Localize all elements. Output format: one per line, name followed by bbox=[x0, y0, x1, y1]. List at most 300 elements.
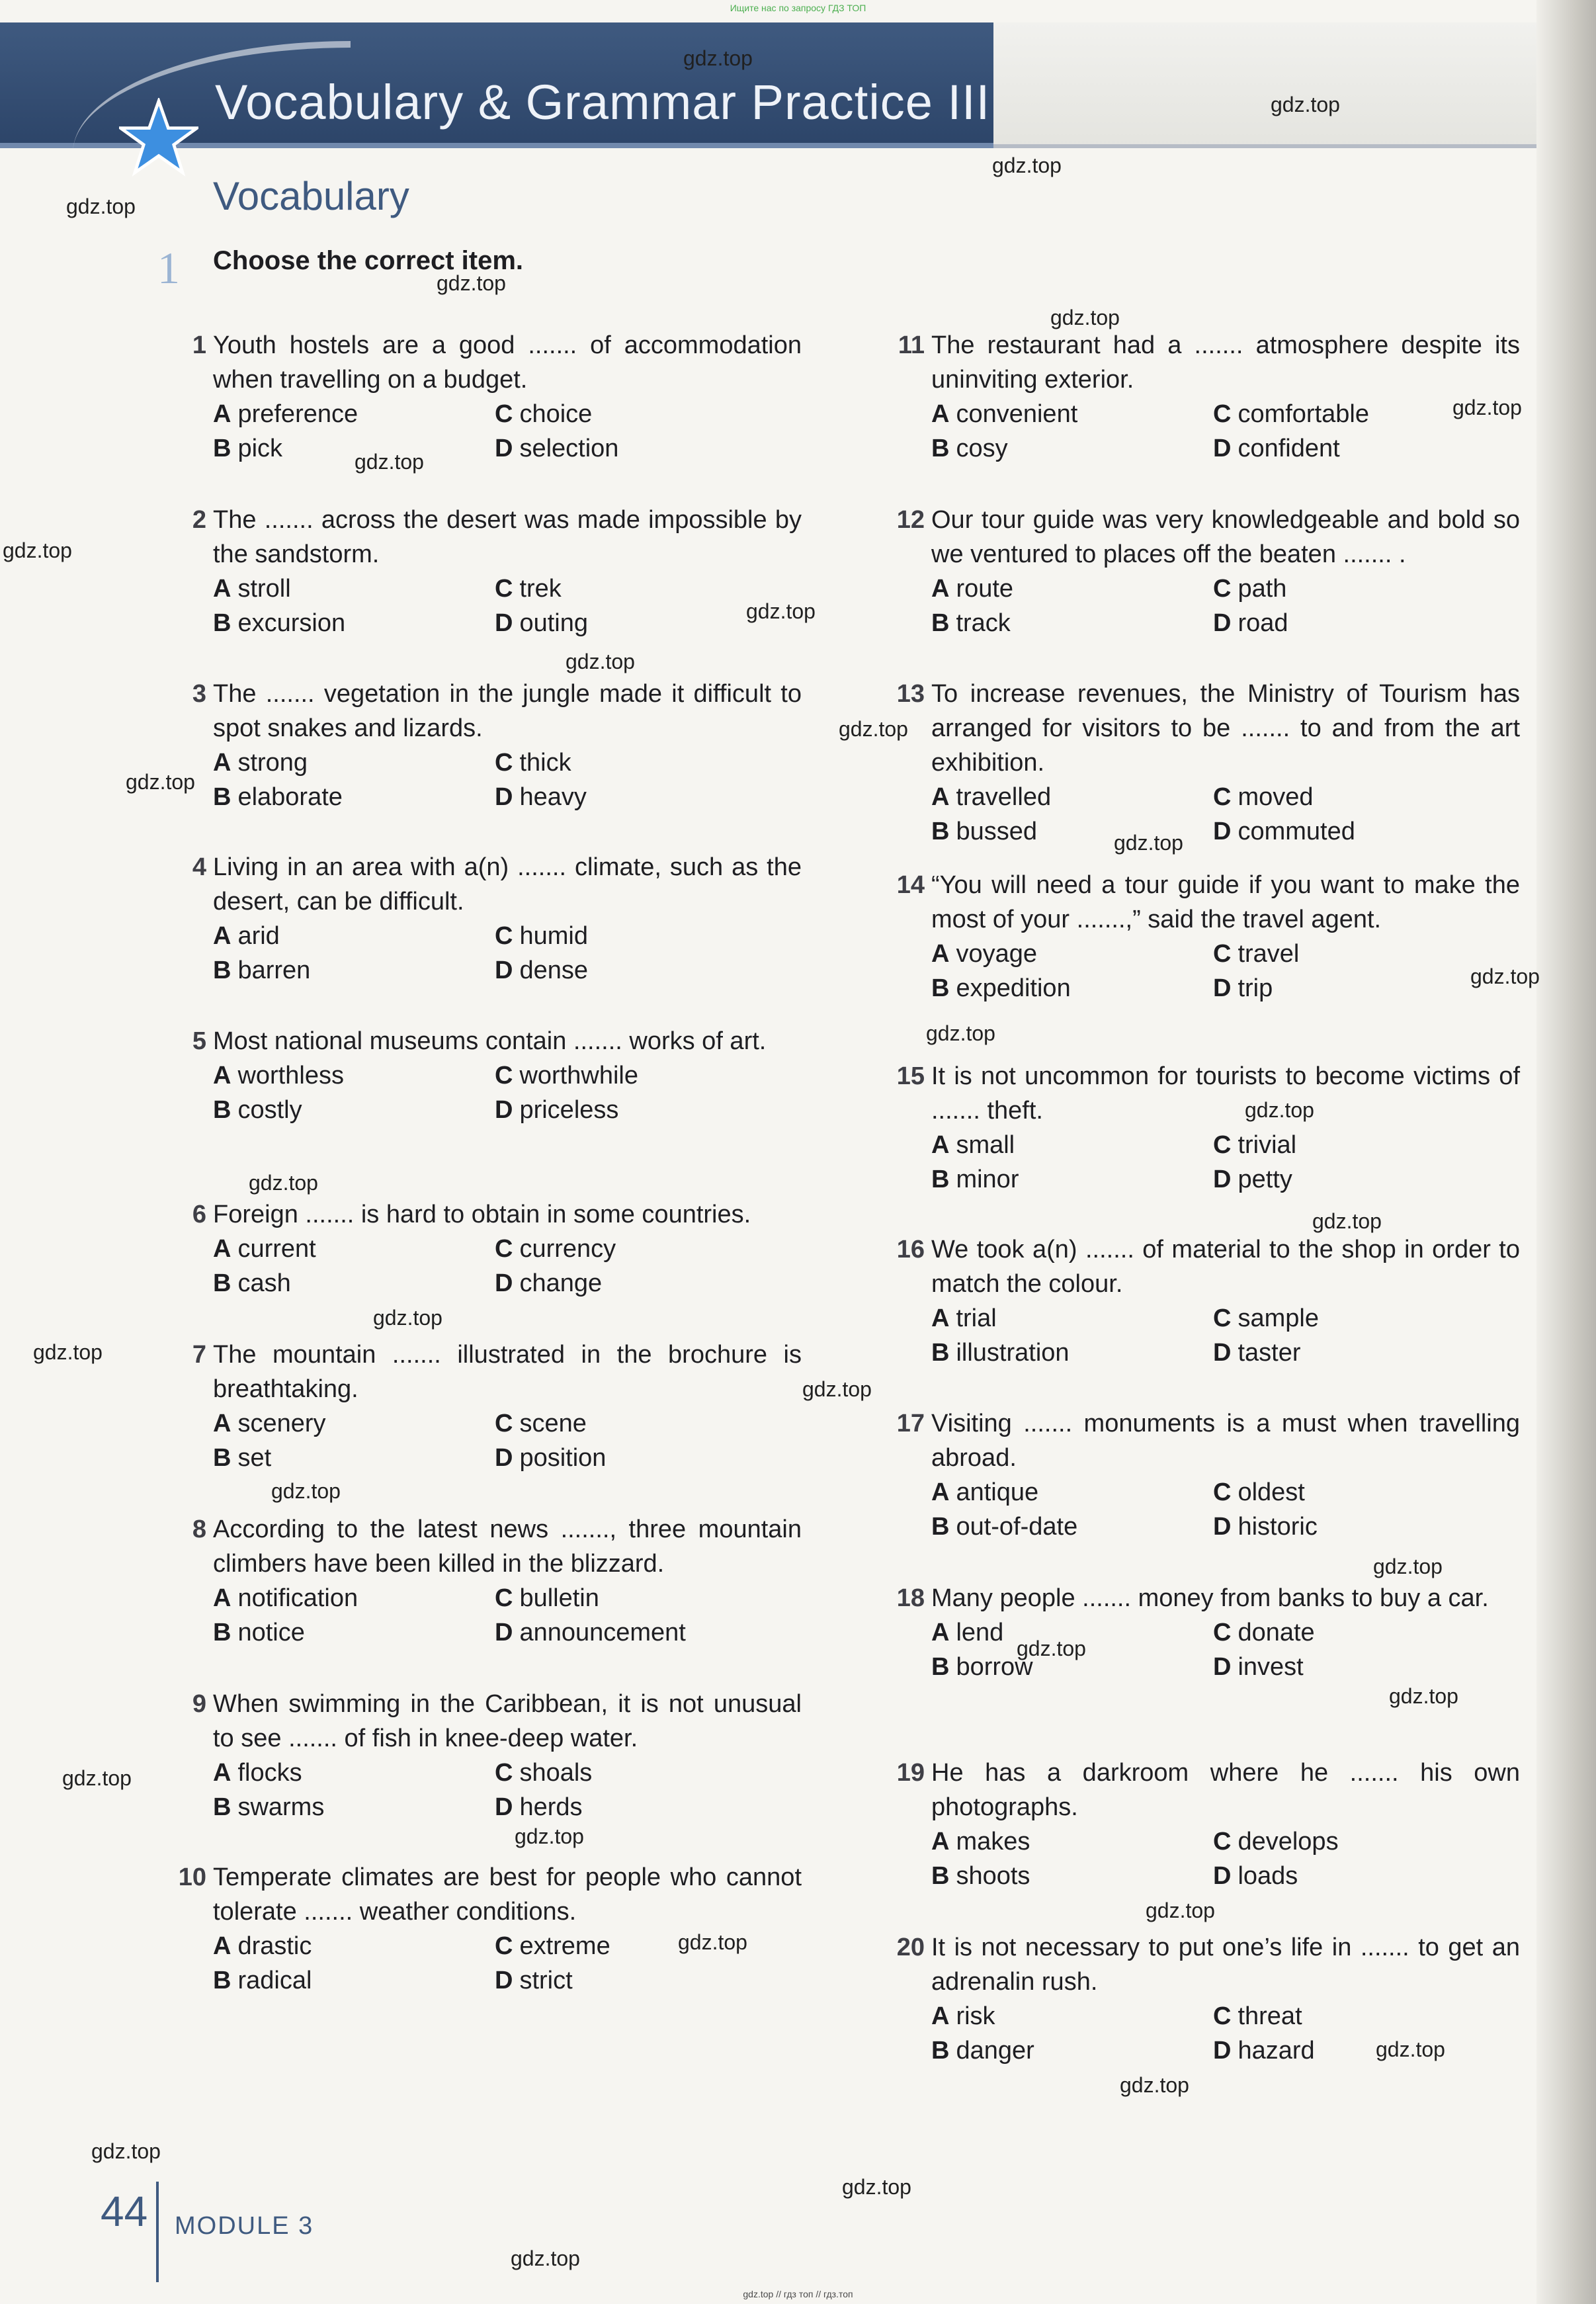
option-letter: D bbox=[1213, 609, 1232, 637]
option-text: notice bbox=[237, 1619, 305, 1646]
answer-option[interactable] bbox=[495, 953, 799, 988]
watermark-text: gdz.top bbox=[271, 1479, 341, 1503]
option-text: small bbox=[956, 1131, 1015, 1159]
question-number: 12 bbox=[896, 506, 925, 534]
option-text: elaborate bbox=[237, 783, 343, 811]
option-letter: C bbox=[1213, 783, 1232, 811]
option-letter: D bbox=[1213, 1862, 1232, 1890]
answer-option[interactable] bbox=[931, 1859, 1213, 1893]
answer-options bbox=[931, 780, 1520, 849]
answer-option[interactable] bbox=[213, 1756, 495, 1790]
option-text: scenery bbox=[237, 1410, 326, 1437]
option-text: donate bbox=[1238, 1619, 1315, 1646]
answer-option[interactable] bbox=[495, 746, 799, 780]
question-number: 20 bbox=[896, 1934, 925, 1961]
watermark-text: gdz.top bbox=[839, 717, 908, 741]
question-item bbox=[896, 868, 1520, 1005]
answer-option[interactable] bbox=[931, 1824, 1213, 1859]
option-text: pick bbox=[237, 435, 283, 462]
top-note: Ищите нас по запросу ГДЗ ТОП bbox=[730, 3, 866, 13]
answer-options bbox=[213, 919, 802, 988]
answer-option[interactable] bbox=[931, 1128, 1213, 1162]
star-icon bbox=[119, 98, 198, 177]
answer-option[interactable] bbox=[213, 1963, 495, 1998]
option-text: set bbox=[237, 1444, 272, 1472]
question-text: Many people ....... money from banks to buy a car. bbox=[931, 1584, 1489, 1612]
option-text: moved bbox=[1238, 783, 1314, 811]
option-letter: C bbox=[495, 575, 513, 603]
answer-option[interactable] bbox=[213, 1232, 495, 1266]
watermark-text: gdz.top bbox=[249, 1171, 318, 1195]
watermark-text: gdz.top bbox=[1271, 93, 1340, 116]
answer-option[interactable] bbox=[1213, 1301, 1517, 1336]
answer-option[interactable] bbox=[1213, 1615, 1517, 1650]
option-letter: D bbox=[495, 1619, 513, 1646]
question-text: Our tour guide was very knowledgeable and bold so we ventured to places off the beaten ....... . bbox=[931, 506, 1520, 568]
option-text: dense bbox=[519, 957, 588, 984]
option-text: currency bbox=[519, 1235, 616, 1263]
option-text: travel bbox=[1238, 940, 1300, 968]
answer-option[interactable] bbox=[213, 953, 495, 988]
option-letter: B bbox=[213, 609, 231, 637]
option-text: shoals bbox=[519, 1759, 593, 1787]
question-item bbox=[192, 1687, 802, 1824]
module-label: MODULE 3 bbox=[175, 2212, 314, 2240]
answer-option[interactable] bbox=[931, 606, 1213, 640]
answer-options bbox=[931, 1824, 1520, 1893]
question-number: 16 bbox=[896, 1236, 925, 1263]
option-letter: A bbox=[213, 575, 231, 603]
option-letter: B bbox=[931, 974, 950, 1002]
answer-option[interactable] bbox=[1213, 2033, 1517, 2068]
watermark-text: gdz.top bbox=[992, 153, 1062, 177]
bottom-note: gdz.top // гдз топ // гдз.топ bbox=[743, 2289, 853, 2299]
watermark-text: gdz.top bbox=[1452, 396, 1522, 419]
option-letter: C bbox=[1213, 1828, 1232, 1856]
option-letter: C bbox=[1213, 940, 1232, 968]
option-letter: A bbox=[931, 783, 950, 811]
watermark-text: gdz.top bbox=[1376, 2037, 1445, 2061]
question-text: Visiting ....... monuments is a must when travelling abroad. bbox=[931, 1410, 1520, 1472]
answer-options bbox=[213, 1756, 802, 1824]
answer-option[interactable] bbox=[213, 919, 495, 953]
option-text: extreme bbox=[519, 1932, 610, 1960]
answer-option[interactable] bbox=[495, 431, 799, 466]
page-edge bbox=[1536, 0, 1596, 2304]
answer-option[interactable] bbox=[213, 1929, 495, 1963]
answer-options bbox=[213, 1058, 802, 1127]
option-letter: A bbox=[213, 1235, 231, 1263]
option-letter: D bbox=[495, 435, 513, 462]
option-letter: C bbox=[495, 1410, 513, 1437]
question-number: 11 bbox=[898, 331, 925, 359]
question-item bbox=[192, 1024, 802, 1127]
question-item bbox=[192, 1512, 802, 1650]
watermark-text: gdz.top bbox=[355, 450, 424, 474]
option-letter: A bbox=[213, 1584, 231, 1612]
answer-option[interactable] bbox=[931, 572, 1213, 606]
question-item bbox=[192, 503, 802, 640]
answer-option[interactable] bbox=[213, 1581, 495, 1615]
answer-option[interactable] bbox=[931, 971, 1213, 1005]
page-number: 44 bbox=[101, 2188, 148, 2235]
watermark-text: gdz.top bbox=[1470, 964, 1540, 988]
option-letter: A bbox=[213, 1759, 231, 1787]
question-text: It is not uncommon for tourists to become victims of ....... theft. bbox=[931, 1062, 1520, 1125]
watermark-text: gdz.top bbox=[3, 538, 72, 562]
option-letter: D bbox=[495, 957, 513, 984]
answer-option[interactable] bbox=[931, 431, 1213, 466]
answer-option[interactable] bbox=[495, 397, 799, 431]
option-text: costly bbox=[237, 1096, 302, 1124]
watermark-text: gdz.top bbox=[1050, 306, 1120, 329]
watermark-text: gdz.top bbox=[66, 194, 136, 218]
option-text: drastic bbox=[237, 1932, 312, 1960]
option-text: choice bbox=[519, 400, 593, 428]
option-letter: D bbox=[495, 1967, 513, 1994]
option-text: cosy bbox=[956, 435, 1008, 462]
option-text: hazard bbox=[1238, 2037, 1315, 2065]
option-text: threat bbox=[1238, 2002, 1302, 2030]
answer-options bbox=[213, 746, 802, 814]
option-text: arid bbox=[237, 922, 280, 950]
option-letter: D bbox=[1213, 1513, 1232, 1541]
option-letter: C bbox=[495, 400, 513, 428]
answer-option[interactable] bbox=[495, 1963, 799, 1998]
answer-option[interactable] bbox=[1213, 780, 1517, 814]
option-letter: B bbox=[931, 1339, 950, 1367]
watermark-text: gdz.top bbox=[566, 650, 635, 673]
option-text: change bbox=[519, 1269, 603, 1297]
answer-option[interactable] bbox=[495, 1093, 799, 1127]
option-text: lend bbox=[956, 1619, 1004, 1646]
option-letter: D bbox=[1213, 2037, 1232, 2065]
option-letter: B bbox=[931, 818, 950, 845]
option-letter: B bbox=[931, 2037, 950, 2065]
option-letter: C bbox=[495, 1932, 513, 1960]
answer-option[interactable] bbox=[495, 1406, 799, 1441]
question-number: 4 bbox=[192, 853, 206, 881]
option-letter: B bbox=[213, 1444, 231, 1472]
option-text: travelled bbox=[956, 783, 1052, 811]
option-text: trivial bbox=[1238, 1131, 1297, 1159]
option-letter: C bbox=[1213, 575, 1232, 603]
question-item bbox=[192, 1338, 802, 1475]
option-letter: C bbox=[495, 749, 513, 777]
answer-option[interactable] bbox=[931, 397, 1213, 431]
option-text: current bbox=[237, 1235, 316, 1263]
option-letter: D bbox=[495, 1444, 513, 1472]
option-letter: D bbox=[495, 783, 513, 811]
question-number: 5 bbox=[192, 1027, 206, 1055]
question-text: He has a darkroom where he ....... his own photographs. bbox=[931, 1759, 1520, 1821]
answer-option[interactable] bbox=[495, 1615, 799, 1650]
answer-option[interactable] bbox=[1213, 431, 1517, 466]
answer-option[interactable] bbox=[1213, 1336, 1517, 1370]
option-text: worthwhile bbox=[519, 1062, 638, 1089]
option-letter: C bbox=[1213, 1478, 1232, 1506]
answer-option[interactable] bbox=[1213, 1859, 1517, 1893]
exercise-instruction: Choose the correct item. bbox=[213, 246, 524, 275]
question-text: Youth hostels are a good ....... of accommodation when travelling on a budget. bbox=[213, 331, 802, 394]
header-right-rule bbox=[993, 144, 1542, 148]
option-letter: B bbox=[213, 1967, 231, 1994]
option-text: illustration bbox=[956, 1339, 1070, 1367]
question-item bbox=[192, 328, 802, 466]
watermark-text: gdz.top bbox=[1389, 1684, 1458, 1708]
option-letter: A bbox=[213, 749, 231, 777]
option-text: excursion bbox=[237, 609, 346, 637]
option-text: track bbox=[956, 609, 1011, 637]
answer-option[interactable] bbox=[495, 919, 799, 953]
option-letter: A bbox=[931, 1304, 950, 1332]
answer-option[interactable] bbox=[495, 1266, 799, 1301]
question-item bbox=[896, 1406, 1520, 1544]
answer-option[interactable] bbox=[213, 1790, 495, 1824]
option-letter: C bbox=[495, 922, 513, 950]
option-letter: B bbox=[931, 1653, 950, 1681]
option-text: invest bbox=[1238, 1653, 1304, 1681]
option-letter: C bbox=[495, 1235, 513, 1263]
answer-option[interactable] bbox=[931, 1475, 1213, 1510]
option-text: priceless bbox=[519, 1096, 619, 1124]
answer-option[interactable] bbox=[495, 1929, 799, 1963]
answer-option[interactable] bbox=[931, 1162, 1213, 1197]
answer-options bbox=[213, 397, 802, 466]
option-letter: D bbox=[1213, 974, 1232, 1002]
option-letter: A bbox=[213, 922, 231, 950]
question-text: Temperate climates are best for people who cannot tolerate ....... weather conditions. bbox=[213, 1863, 802, 1926]
option-text: confident bbox=[1238, 435, 1340, 462]
option-letter: A bbox=[213, 1932, 231, 1960]
option-letter: A bbox=[213, 1410, 231, 1437]
option-letter: D bbox=[495, 1269, 513, 1297]
watermark-text: gdz.top bbox=[1114, 831, 1183, 855]
answer-option[interactable] bbox=[213, 397, 495, 431]
question-text: Living in an area with a(n) ....... climate, such as the desert, can be difficult. bbox=[213, 853, 802, 916]
option-letter: D bbox=[495, 1096, 513, 1124]
answer-option[interactable] bbox=[213, 746, 495, 780]
answer-option[interactable] bbox=[1213, 1128, 1517, 1162]
option-text: bussed bbox=[956, 818, 1037, 845]
option-text: minor bbox=[956, 1166, 1019, 1193]
answer-option[interactable] bbox=[213, 1615, 495, 1650]
option-text: selection bbox=[519, 435, 619, 462]
option-letter: A bbox=[931, 1828, 950, 1856]
question-number: 7 bbox=[192, 1341, 206, 1369]
option-text: convenient bbox=[956, 400, 1078, 428]
option-text: strict bbox=[519, 1967, 573, 1994]
option-letter: C bbox=[1213, 1304, 1232, 1332]
question-item bbox=[192, 850, 802, 988]
option-text: voyage bbox=[956, 940, 1037, 968]
answer-option[interactable] bbox=[213, 1441, 495, 1475]
question-text: “You will need a tour guide if you want to make the most of your .......,” said the travel agent. bbox=[931, 871, 1520, 933]
option-text: comfortable bbox=[1238, 400, 1369, 428]
option-letter: A bbox=[931, 1619, 950, 1646]
option-text: outing bbox=[519, 609, 588, 637]
option-letter: D bbox=[1213, 1339, 1232, 1367]
answer-option[interactable] bbox=[213, 572, 495, 606]
answer-options bbox=[213, 1406, 802, 1475]
answer-options bbox=[931, 1475, 1520, 1544]
option-letter: A bbox=[931, 1478, 950, 1506]
answer-option[interactable] bbox=[1213, 1650, 1517, 1684]
option-text: expedition bbox=[956, 974, 1071, 1002]
question-number: 2 bbox=[192, 506, 206, 534]
option-text: swarms bbox=[237, 1793, 325, 1821]
question-item bbox=[896, 1581, 1520, 1684]
option-text: shoots bbox=[956, 1862, 1030, 1890]
answer-options bbox=[931, 1301, 1520, 1370]
question-text: According to the latest news ......., three mountain climbers have been killed in the blizzard. bbox=[213, 1515, 802, 1578]
answer-option[interactable] bbox=[495, 1058, 799, 1093]
option-letter: D bbox=[1213, 1166, 1232, 1193]
answer-option[interactable] bbox=[931, 1301, 1213, 1336]
option-text: radical bbox=[237, 1967, 312, 1994]
option-letter: B bbox=[213, 435, 231, 462]
option-letter: C bbox=[1213, 1131, 1232, 1159]
option-text: worthless bbox=[237, 1062, 344, 1089]
answer-options bbox=[213, 572, 802, 640]
question-item bbox=[896, 1232, 1520, 1370]
option-letter: C bbox=[495, 1062, 513, 1089]
question-text: It is not necessary to put one’s life in ....... to get an adrenalin rush. bbox=[931, 1934, 1520, 1996]
option-letter: B bbox=[931, 609, 950, 637]
watermark-text: gdz.top bbox=[1373, 1555, 1443, 1578]
answer-options bbox=[931, 397, 1520, 466]
answer-options bbox=[931, 572, 1520, 640]
answer-options bbox=[213, 1232, 802, 1301]
question-number: 17 bbox=[896, 1410, 925, 1437]
option-letter: C bbox=[495, 1759, 513, 1787]
question-item bbox=[898, 328, 1520, 466]
question-text: The ....... vegetation in the jungle made it difficult to spot snakes and lizards. bbox=[213, 680, 802, 742]
question-text: Foreign ....... is hard to obtain in some countries. bbox=[213, 1201, 751, 1228]
watermark-text: gdz.top bbox=[842, 2175, 911, 2199]
option-text: announcement bbox=[519, 1619, 686, 1646]
answer-option[interactable] bbox=[1213, 606, 1517, 640]
answer-options bbox=[213, 1581, 802, 1650]
option-letter: A bbox=[931, 940, 950, 968]
answer-option[interactable] bbox=[931, 1510, 1213, 1544]
option-text: develops bbox=[1238, 1828, 1339, 1856]
option-text: cash bbox=[237, 1269, 291, 1297]
answer-option[interactable] bbox=[213, 431, 495, 466]
answer-option[interactable] bbox=[931, 1999, 1213, 2033]
question-item bbox=[896, 677, 1520, 849]
answer-option[interactable] bbox=[495, 1581, 799, 1615]
option-text: route bbox=[956, 575, 1014, 603]
question-item bbox=[896, 503, 1520, 640]
option-letter: B bbox=[931, 1513, 950, 1541]
watermark-text: gdz.top bbox=[511, 2246, 580, 2270]
answer-option[interactable] bbox=[1213, 1162, 1517, 1197]
question-item bbox=[192, 677, 802, 814]
watermark-text: gdz.top bbox=[62, 1766, 132, 1790]
answer-options bbox=[931, 937, 1520, 1005]
question-text: We took a(n) ....... of material to the shop in order to match the colour. bbox=[931, 1236, 1520, 1298]
answer-option[interactable] bbox=[495, 1756, 799, 1790]
watermark-text: gdz.top bbox=[926, 1021, 995, 1045]
option-text: scene bbox=[519, 1410, 587, 1437]
answer-option[interactable] bbox=[931, 1336, 1213, 1370]
answer-option[interactable] bbox=[495, 1790, 799, 1824]
option-letter: D bbox=[495, 609, 513, 637]
option-letter: B bbox=[931, 1166, 950, 1193]
answer-option[interactable] bbox=[931, 780, 1213, 814]
answer-option[interactable] bbox=[213, 606, 495, 640]
question-number: 8 bbox=[192, 1515, 206, 1543]
option-text: stroll bbox=[237, 575, 291, 603]
option-letter: B bbox=[931, 435, 950, 462]
answer-options bbox=[931, 1128, 1520, 1197]
answer-option[interactable] bbox=[931, 2033, 1213, 2068]
question-number: 9 bbox=[192, 1690, 206, 1718]
question-text: Most national museums contain ....... works of art. bbox=[213, 1027, 767, 1055]
question-item bbox=[192, 1197, 802, 1301]
question-number: 13 bbox=[896, 680, 925, 708]
option-text: humid bbox=[519, 922, 588, 950]
option-text: out-of-date bbox=[956, 1513, 1078, 1541]
question-number: 1 bbox=[192, 331, 206, 359]
answer-option[interactable] bbox=[1213, 1475, 1517, 1510]
answer-option[interactable] bbox=[1213, 572, 1517, 606]
option-text: bulletin bbox=[519, 1584, 599, 1612]
question-text: To increase revenues, the Ministry of Tourism has arranged for visitors to be ....... to and from the art exhibition. bbox=[931, 680, 1520, 777]
answer-option[interactable] bbox=[213, 1058, 495, 1093]
option-letter: B bbox=[213, 1269, 231, 1297]
question-number: 19 bbox=[896, 1759, 925, 1787]
answer-option[interactable] bbox=[213, 1406, 495, 1441]
option-letter: D bbox=[495, 1793, 513, 1821]
option-letter: B bbox=[213, 1619, 231, 1646]
option-letter: B bbox=[213, 957, 231, 984]
option-letter: A bbox=[931, 2002, 950, 2030]
answer-option[interactable] bbox=[1213, 1824, 1517, 1859]
option-text: path bbox=[1238, 575, 1287, 603]
answer-option[interactable] bbox=[213, 1266, 495, 1301]
answer-option[interactable] bbox=[931, 937, 1213, 971]
question-number: 14 bbox=[896, 871, 925, 899]
option-letter: B bbox=[213, 783, 231, 811]
question-text: The ....... across the desert was made impossible by the sandstorm. bbox=[213, 506, 802, 568]
watermark-text: gdz.top bbox=[802, 1377, 872, 1401]
answer-option[interactable] bbox=[495, 780, 799, 814]
option-letter: B bbox=[931, 1862, 950, 1890]
answer-option[interactable] bbox=[495, 1441, 799, 1475]
section-title: Vocabulary bbox=[213, 174, 409, 218]
option-letter: A bbox=[931, 1131, 950, 1159]
option-letter: C bbox=[1213, 400, 1232, 428]
question-item bbox=[178, 1860, 802, 1998]
option-letter: A bbox=[213, 1062, 231, 1089]
option-text: danger bbox=[956, 2037, 1034, 2065]
answer-option[interactable] bbox=[1213, 1999, 1517, 2033]
answer-option[interactable] bbox=[213, 1093, 495, 1127]
watermark-text: gdz.top bbox=[683, 46, 753, 70]
answer-option[interactable] bbox=[1213, 814, 1517, 849]
option-text: borrow bbox=[956, 1653, 1033, 1681]
watermark-text: gdz.top bbox=[1146, 1899, 1215, 1922]
option-text: trial bbox=[956, 1304, 997, 1332]
answer-option[interactable] bbox=[495, 1232, 799, 1266]
watermark-text: gdz.top bbox=[1245, 1098, 1314, 1122]
option-text: historic bbox=[1238, 1513, 1318, 1541]
answer-option[interactable] bbox=[213, 780, 495, 814]
watermark-text: gdz.top bbox=[91, 2139, 161, 2163]
answer-option[interactable] bbox=[1213, 1510, 1517, 1544]
